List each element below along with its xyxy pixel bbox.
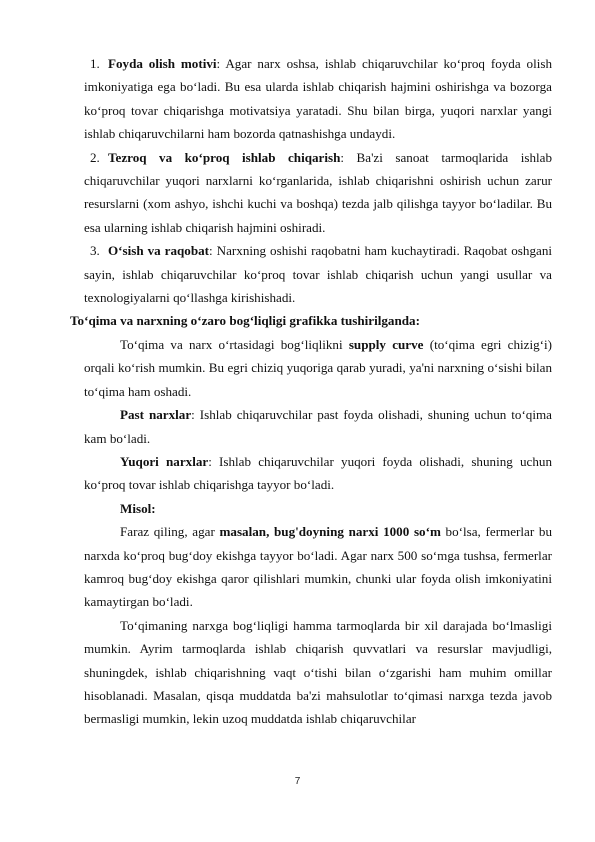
list-item-term: Foyda olish motivi [108, 56, 217, 71]
list-item-number: 3. [90, 243, 100, 259]
paragraph-bold-term: supply curve [348, 336, 424, 352]
paragraph-bold-term: masalan, bug'doyning narxi 1000 so‘m [219, 524, 441, 540]
list-item-2 [84, 146, 552, 240]
example-label [84, 497, 552, 520]
paragraph-text: To‘qima va narx o‘rtasidagi bog‘liqlikni [120, 336, 349, 352]
list-item-3 [84, 239, 552, 309]
paragraph-text: : Ishlab chiqaruvchilar past foyda olishadi, shuning uchun to‘qima kam bo‘ladi. [84, 407, 552, 446]
paragraph-text: Faraz qiling, agar [120, 524, 220, 540]
paragraph-bold-term: Yuqori narxlar [120, 453, 209, 469]
page-number: 7 [294, 776, 301, 787]
paragraph-high-prices [84, 450, 552, 497]
page-body [70, 52, 552, 731]
paragraph-low-prices [84, 403, 552, 450]
paragraph-text: bo‘lsa, fermerlar bu narxda ko‘proq bug‘doy ekishga tayyor bo‘ladi. Agar narx 500 so‘mga tushsa, fermerlar kamroq bug‘doy ekishga qaror qilishlari mumkin, chunki ular foyda olish imkoniyatini kamaytirgan bo‘ladi. [84, 524, 552, 610]
paragraph-text: (to‘qima egri chizig‘i) orqali ko‘rish mumkin. Bu egri chiziq yuqoriga qarab yuradi, ya'ni narxning o‘sishi bilan to‘qima ham oshadi. [84, 336, 552, 399]
list-item-text: : Narxning oshishi raqobatni ham kuchaytiradi. Raqobat oshgani sayin, ishlab chiqaruvchilar ko‘proq tovar ishlab chiqarish uchun yangi usullar va texnologiyalarni qo‘llashga kirishishadi. [84, 243, 552, 306]
list-item-text: : Agar narx oshsa, ishlab chiqaruvchilar ko‘proq foyda olish imkoniyatiga ega bo‘ladi. Bu esa ularda ishlab chiqarish hajmini oshirishga va bozorga ko‘proq tovar chiqarishga motivatsiya yaratadi. Shu bilan birga, yuqori narxlar yangi ishlab chiqaruvchilarni ham bozorda qatnashishga undaydi. [84, 56, 552, 142]
paragraph-supply-curve [84, 333, 552, 403]
example-label-text: Misol: [120, 500, 156, 516]
paragraph-bold-term: Past narxlar [120, 407, 192, 423]
list-item-term: O‘sish va raqobat [108, 243, 210, 259]
paragraph-sectors: To‘qimaning narxga bog‘liqligi hamma tarmoqlarda bir xil darajada bo‘lmasligi mumkin. Ayrim tarmoqlarda ishlab chiqarish quvvatlari va resurslar mavjudligi, shuningdek, ishlab chiqarishning vaqt o‘tishi bilan o‘zgarishi ham muhim omillar hisoblanadi. Masalan, qisqa muddatda ba'zi mahsulotlar to‘qimasi narxga tezda javob bermasligi mumkin, lekin uzoq muddatda ishlab chiqaruvchilar [84, 617, 552, 727]
section-heading: To‘qima va narxning o‘zaro bog‘liqligi grafikka tushirilganda: [70, 313, 420, 329]
list-item-1 [84, 52, 552, 146]
list-item-term: Tezroq va ko‘proq ishlab chiqarish [108, 149, 341, 165]
list-item-text: : Ba'zi sanoat tarmoqlarida ishlab chiqaruvchilar yuqori narxlarni ko‘rganlarida, ishlab chiqarishni oshirish uchun zarur resurslarni (xom ashyo, ishchi kuchi va boshqa) tezda jalb qilishga tayyor bo‘ladilar. Bu esa ularning ishlab chiqarish hajmini oshiradi. [84, 149, 552, 235]
paragraph-example [84, 520, 552, 614]
list-item-number: 1. [90, 56, 100, 71]
paragraph-text: : Ishlab chiqaruvchilar yuqori foyda olishadi, shuning uchun ko‘proq tovar ishlab chiqarishga tayyor bo‘ladi. [84, 453, 552, 493]
list-item-number: 2. [90, 149, 100, 165]
